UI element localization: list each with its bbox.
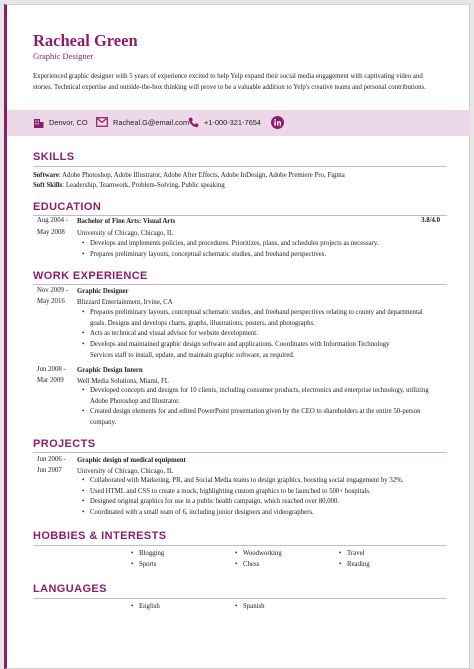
project-start: Jun 2006 - bbox=[37, 456, 66, 463]
list-item: • Chess bbox=[243, 560, 259, 571]
linkedin-icon[interactable] bbox=[271, 116, 284, 129]
software-label: Software bbox=[33, 172, 59, 179]
list-item-continued: Adobe Photoshop and Illustrator. bbox=[90, 398, 180, 405]
list-item-continued: goals. Designs and develops charts, graphs, illustrations, posters, and photographs. bbox=[90, 320, 315, 327]
job2-role: Graphic Design Intern bbox=[77, 367, 143, 374]
list-item: • Woodworking bbox=[243, 549, 282, 560]
job2-start: Jun 2008 - bbox=[37, 366, 66, 373]
contact-email[interactable] bbox=[96, 117, 189, 127]
list-item: • Travel bbox=[347, 549, 365, 560]
candidate-title: Graphic Designer bbox=[33, 51, 94, 61]
skills-heading: SKILLS bbox=[33, 151, 75, 163]
list-item: • Develops and implements policies, and procedures. Prioritizes, plans, and schedules projects as necessary. bbox=[90, 239, 379, 250]
job2-company: Well Media Solutions, Miami, FL bbox=[77, 378, 169, 385]
education-end: May 2008 bbox=[37, 229, 65, 236]
list-item: • English bbox=[139, 602, 160, 613]
list-item: • Developed concepts and designs for 10 clients, including consumer products, electronics and enterprise technology, utilizing bbox=[90, 386, 429, 397]
job1-company: Blizzard Entertainment, Irvine, CA bbox=[77, 299, 173, 306]
list-item: • Acts as technical and visual advisor for website development. bbox=[90, 329, 258, 340]
project-name: Graphic design of medical equipment bbox=[77, 457, 186, 464]
candidate-name: Racheal Green bbox=[33, 31, 138, 50]
languages-divider bbox=[33, 598, 447, 599]
job1-end: May 2016 bbox=[37, 298, 65, 305]
soft-skills-list: : Leadership, Teamwork, Problem-Solving, Public speaking bbox=[62, 182, 225, 189]
list-item: • Spanish bbox=[243, 602, 265, 613]
skills-divider bbox=[33, 166, 447, 167]
degree: Bachelor of Fine Arts: Visual Arts bbox=[77, 218, 176, 225]
list-item: • Sports bbox=[139, 560, 156, 571]
job1-start: Nov 2009 - bbox=[37, 287, 68, 294]
job1-role: Graphic Designer bbox=[77, 288, 129, 295]
list-item: • Reading bbox=[347, 560, 370, 571]
projects-divider bbox=[33, 452, 447, 453]
list-item-continued: Services staff to install, update, and maintain graphic software, as required. bbox=[90, 352, 295, 359]
phone-icon bbox=[188, 117, 199, 128]
work-divider bbox=[33, 284, 447, 285]
soft-skills-label: Soft Skills bbox=[33, 182, 63, 189]
list-item: • Coordinated with a small team of 6, including junior designers and videographers. bbox=[90, 508, 314, 519]
list-item: • Used HTML and CSS to create a mock, highlighting custom graphics to be launched to 500+ hospitals. bbox=[90, 487, 371, 498]
gpa: 3.8/4.0 bbox=[421, 217, 440, 224]
list-item: • Blogging bbox=[139, 549, 164, 560]
location-text: Denvor, CO bbox=[49, 118, 88, 127]
contact-bar bbox=[7, 110, 470, 136]
envelope-icon bbox=[96, 117, 108, 127]
contact-phone[interactable] bbox=[188, 117, 261, 128]
software-list: : Adobe Photoshop, Adobe Illustrator, Adobe After Effects, Adobe InDesign, Adobe Premiere Pro, Figma bbox=[58, 172, 345, 179]
software-skills bbox=[33, 171, 345, 180]
project-school: University of Chicago, Chicago, IL bbox=[77, 468, 174, 475]
summary-text: Experienced graphic designer with 5 years of experience excited to help Yelp expand their social media engagement with captivating video and stories. Technical expertise and outside-the-box thinking will prove to be a valuable addition to Yelp's creative teams and personal contributions. bbox=[33, 73, 426, 91]
phone-text[interactable]: +1-000-321-7654 bbox=[204, 118, 261, 127]
contact-location bbox=[33, 117, 88, 128]
resume-page bbox=[4, 4, 470, 669]
list-item: • Develops and maintained graphic design software and applications. Coordinates with Information Technology bbox=[90, 340, 390, 351]
job2-end: Mar 2009 bbox=[37, 377, 64, 384]
education-school: University of Chicago, Chicago, IL bbox=[77, 230, 174, 237]
list-item: • Prepares preliminary layouts, conceptual schematic studies, and freeband perspectives relating to county and departmental bbox=[90, 308, 423, 319]
education-start: Aug 2004 - bbox=[37, 217, 68, 224]
hobbies-heading: HOBBIES & INTERESTS bbox=[33, 530, 167, 542]
projects-heading: PROJECTS bbox=[33, 438, 96, 450]
list-item: • Collaborated with Marketing, PR, and Social Media teams to design graphics, boosting social engagement by 32%. bbox=[90, 476, 404, 487]
project-end: Jun 2007 bbox=[37, 467, 62, 474]
building-icon bbox=[33, 117, 44, 128]
education-divider bbox=[33, 215, 447, 216]
hobbies-divider bbox=[33, 545, 447, 546]
email-text[interactable]: Racheal.G@email.com bbox=[113, 117, 190, 127]
languages-heading: LANGUAGES bbox=[33, 583, 107, 595]
list-item: • Designed original graphics for use in a public health campaign, which reached over 80,000. bbox=[90, 497, 339, 508]
education-heading: EDUCATION bbox=[33, 201, 102, 213]
list-item: • Created design elements for and edited PowerPoint presentation given by the CEO to shareholders at the entire 50-person bbox=[90, 407, 421, 418]
list-item: • Prepares preliminary layouts, conceptual schematic studies, and freehand perspectives. bbox=[90, 250, 326, 261]
contact-linkedin[interactable] bbox=[271, 116, 284, 129]
list-item-continued: company. bbox=[90, 419, 117, 426]
work-heading: WORK EXPERIENCE bbox=[33, 270, 148, 282]
soft-skills bbox=[33, 181, 225, 190]
